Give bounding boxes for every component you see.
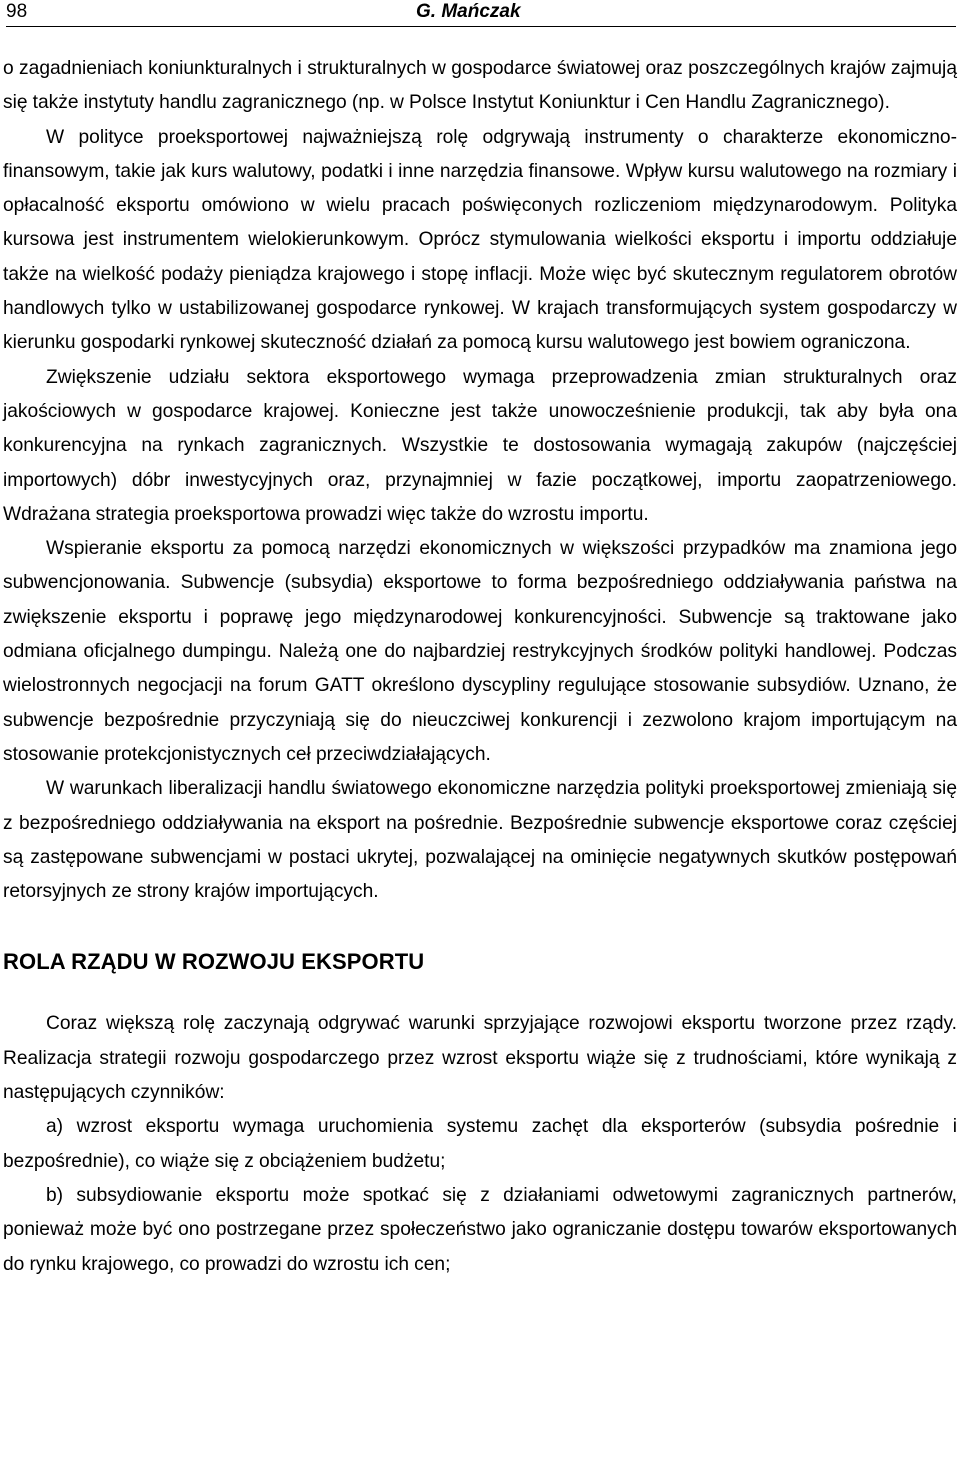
running-header (6, 0, 956, 27)
paragraph-export-subsidies: Wspieranie eksportu za pomocą narzędzi ekonomicznych w większości przypadków ma znamiona jego subwencjonowania. Subwencje (subsydia) eksportowe to forma bezpośredniego oddziaływania państwa na zwiększenie eksportu i poprawę jego międzynarodowej konkurencyjności. Subwencje są traktowane jako odmiana oficjalnego dumpingu. Należą one do najbardziej restrykcyjnych środków polityki handlowej. Podczas wielostronnych negocjacji na forum GATT określono dyscypliny regulujące stosowanie subsydiów. Uznano, że subwencje bezpośrednie przyczyniają się do nieuczciwej konkurencji i zezwolono krajom importującym na stosowanie protekcjonistycznych ceł przeciwdziałających. (3, 538, 957, 765)
paragraph-government-role: Coraz większą rolę zaczynają odgrywać warunki sprzyjające rozwojowi eksportu tworzone przez rządy. Realizacja strategii rozwoju gospodarczego przez wzrost eksportu wiąże się z trudnościami, które wynikają z następujących czynników: (3, 1013, 957, 1104)
list-item-a: a) wzrost eksportu wymaga uruchomienia systemu zachęt dla eksporterów (subsydia pośrednie i bezpośrednie), co wiąże się z obciążeniem budżetu; (3, 1116, 957, 1172)
paragraph-liberalization: W warunkach liberalizacji handlu światowego ekonomiczne narzędzia polityki proeksportowej zmieniają się z bezpośredniego oddziaływania na eksport na pośrednie. Bezpośrednie subwencje eksportowe coraz częściej są zastępowane subwencjami w postaci ukrytej, pozwalającej na ominięcie negatywnych skutków postępowań retorsyjnych ze strony krajów importujących. (3, 778, 957, 903)
section-heading: ROLA RZĄDU W ROZWOJU EKSPORTU (3, 949, 425, 975)
body-text (3, 52, 957, 1282)
running-header-author: G. Mańczak (416, 1, 521, 22)
page-number: 98 (6, 1, 28, 22)
paragraph-export-policy-instruments: W polityce proeksportowej najważniejszą rolę odgrywają instrumenty o charakterze ekonomiczno-finansowym, takie jak kurs walutowy, podatki i inne narzędzia finansowe. Wpływ kursu walutowego na rozmiary i opłacalność eksportu omówiono w wielu pracach poświęconych rozliczeniom międzynarodowym. Polityka kursowa jest instrumentem wielokierunkowym. Oprócz stymulowania wielkości eksportu i importu oddziałuje także na wielkość podaży pieniądza krajowego i stopę inflacji. Może więc być skutecznym regulatorem obrotów handlowych tylko w ustabilizowanej gospodarce rynkowej. W krajach transformujących system gospodarczy w kierunku gospodarki rynkowej skuteczność działań za pomocą kursu walutowego jest bowiem ograniczona. (3, 126, 957, 354)
paragraph-structural-changes: Zwiększenie udziału sektora eksportowego wymaga przeprowadzenia zmian strukturalnych oraz jakościowych w gospodarce krajowej. Konieczne jest także unowocześnienie produkcji, tak aby była ona konkurencyjna na rynkach zagranicznych. Wszystkie te dostosowania wymagają zakupów (najczęściej importowych) dóbr inwestycyjnych oraz, przynajmniej w fazie początkowej, importu zaopatrzeniowego. Wdrażana strategia proeksportowa prowadzi więc także do wzrostu importu. (3, 366, 957, 525)
list-item-b: b) subsydiowanie eksportu może spotkać się z działaniami odwetowymi zagranicznych partnerów, ponieważ może być ono postrzegane przez społeczeństwo jako ograniczanie dostępu towarów eksportowanych do rynku krajowego, co prowadzi do wzrostu ich cen; (3, 1184, 957, 1275)
paragraph-continuation: o zagadnieniach koniunkturalnych i strukturalnych w gospodarce światowej oraz poszczególnych krajów zajmują się także instytuty handlu zagranicznego (np. w Polsce Instytut Koniunktur i Cen Handlu Zagranicznego). (3, 58, 957, 114)
